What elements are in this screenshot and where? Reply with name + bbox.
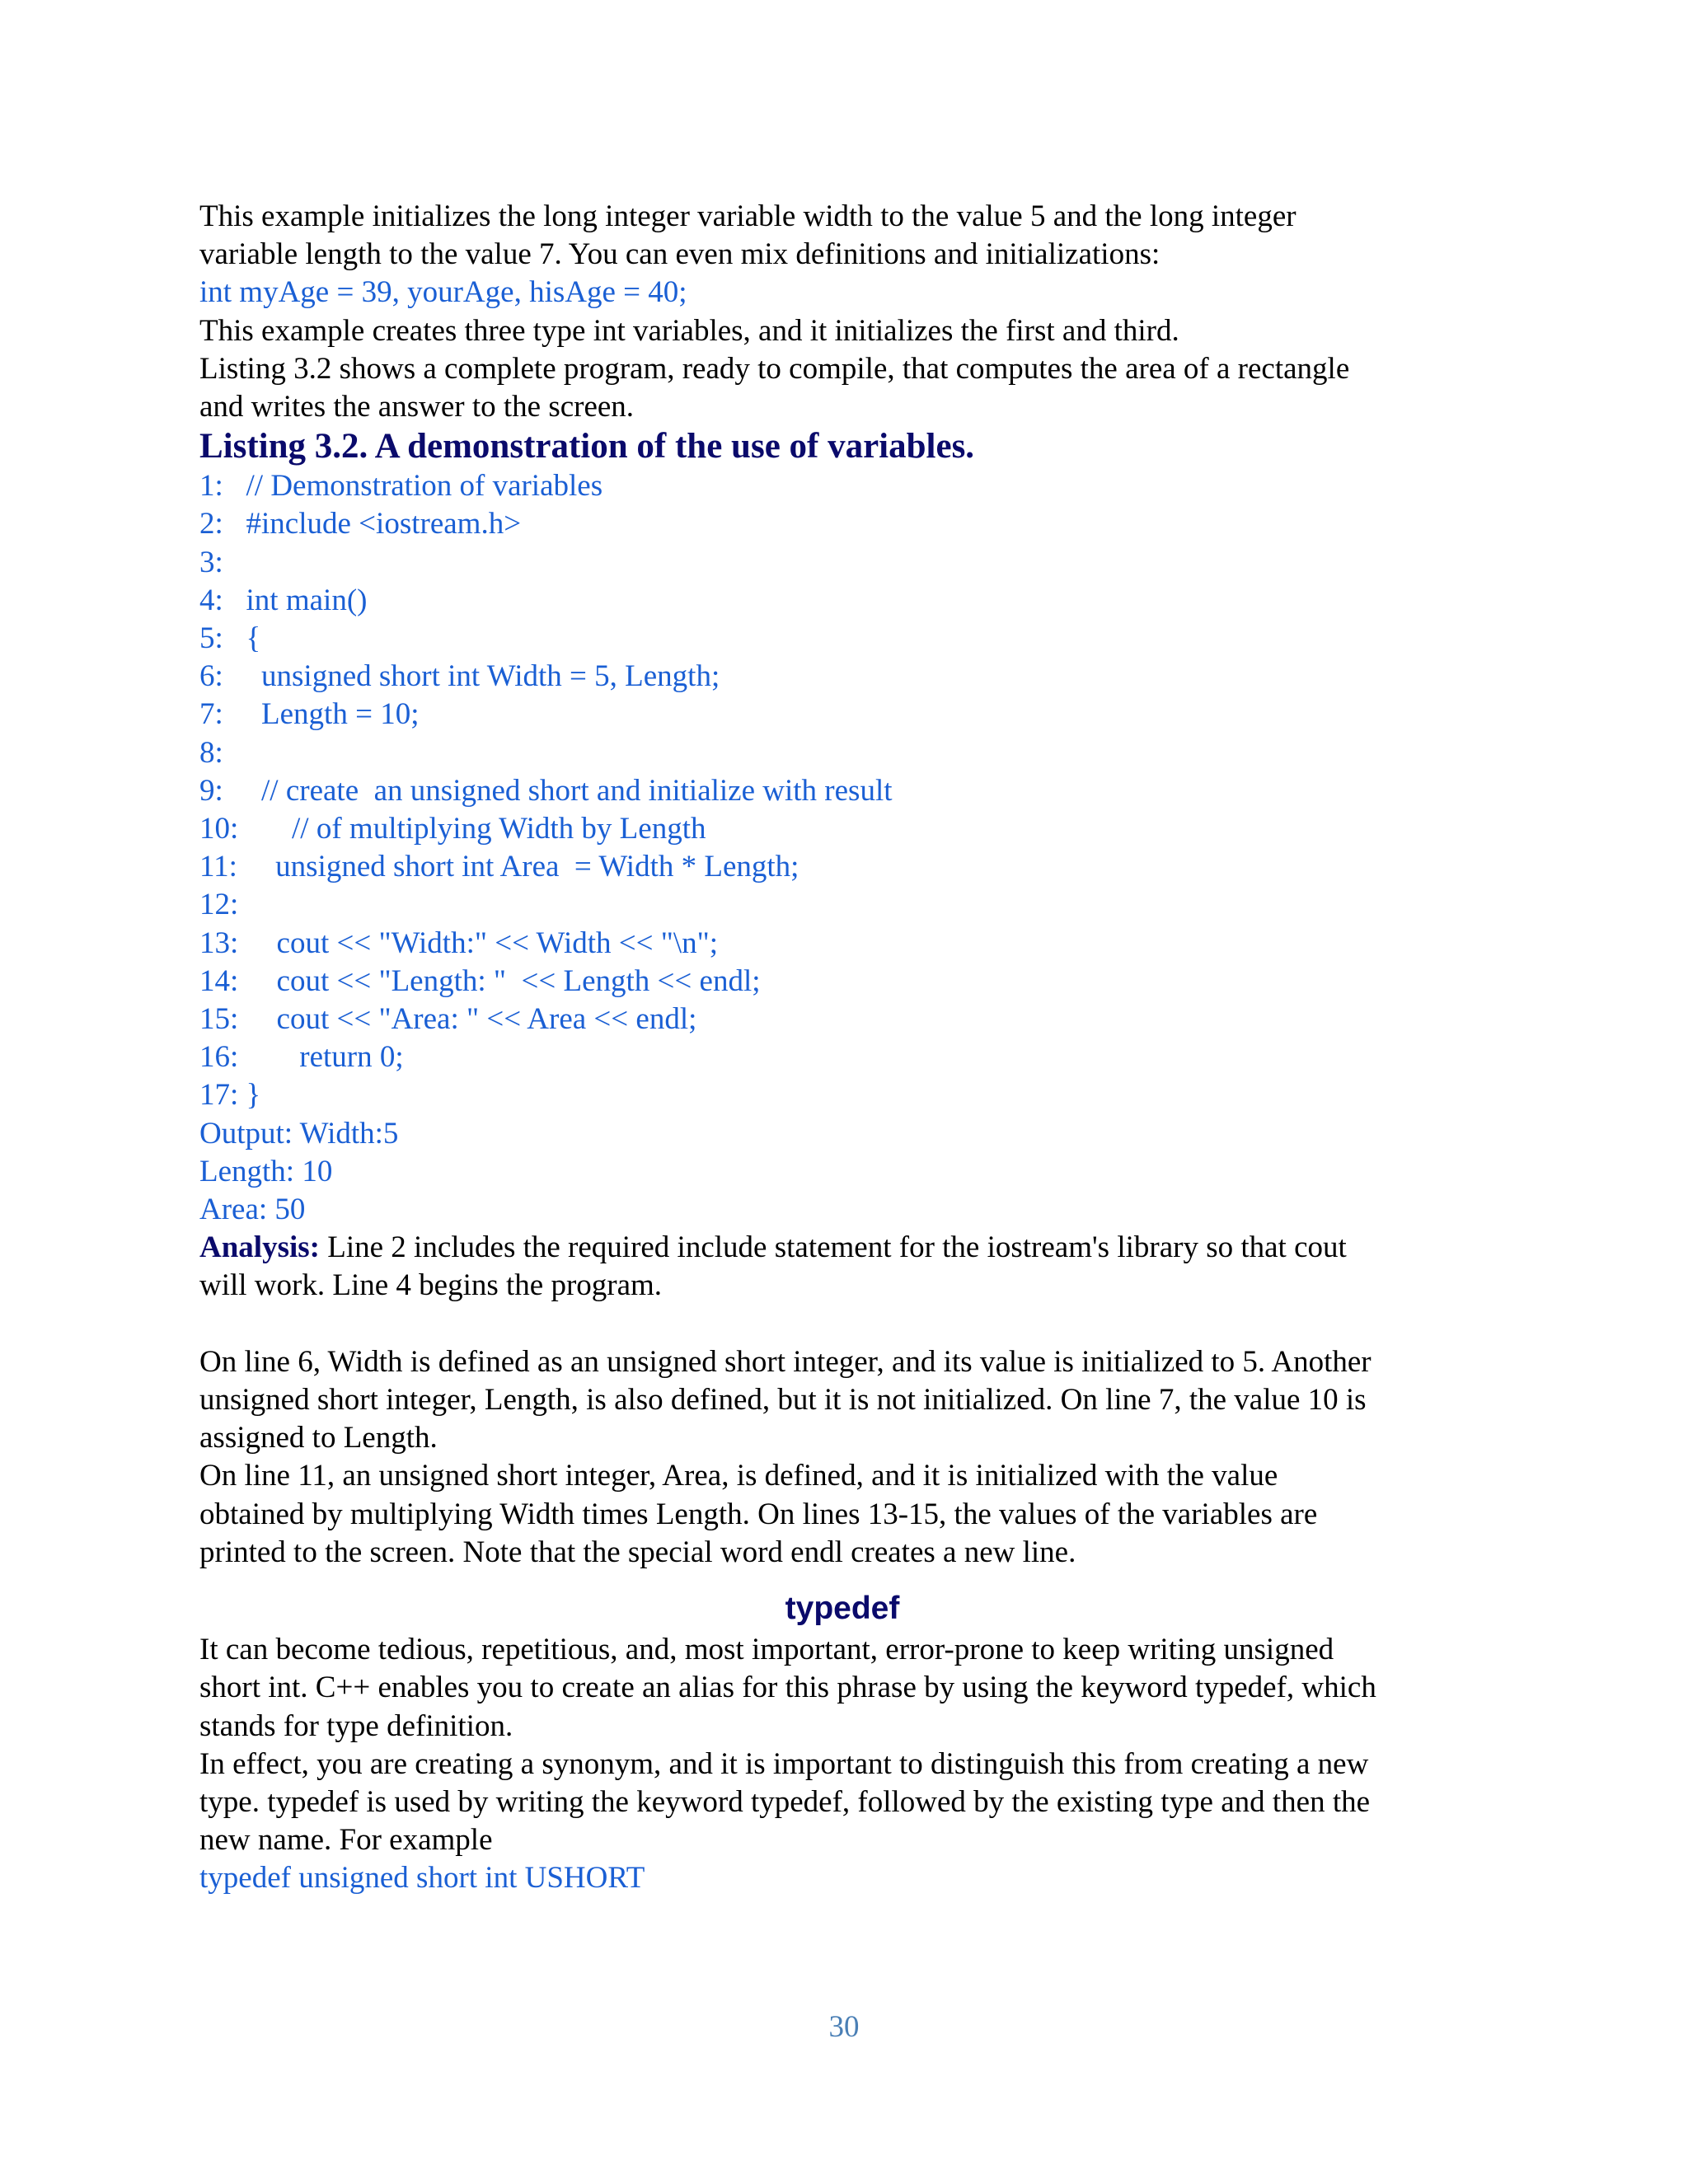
text-line: printed to the screen. Note that the special word endl creates a new line. <box>199 1535 1076 1569</box>
code-line: 2: #include <iostream.h> <box>199 507 522 541</box>
text-line <box>199 1229 1485 1267</box>
text-line: and writes the answer to the screen. <box>199 390 635 424</box>
analysis-text: Line 2 includes the required include statement for the iostream's library so that cout <box>319 1230 1347 1265</box>
output-line: Output: Width:5 <box>199 1116 399 1151</box>
text-line: new name. For example <box>199 1823 493 1858</box>
analysis-label: Analysis: <box>199 1230 320 1265</box>
code-line: 6: unsigned short int Width = 5, Length; <box>199 659 720 694</box>
code-line: 1: // Demonstration of variables <box>199 469 603 504</box>
output-line: Length: 10 <box>199 1154 333 1188</box>
analysis-paragraph-3 <box>199 1457 1485 1572</box>
document-page <box>199 198 1485 1898</box>
text-line: This example initializes the long integer variable width to the value 5 and the long integer <box>199 199 1296 233</box>
text-line: unsigned short integer, Length, is also defined, but it is not initialized. On line 7, the value 10 is <box>199 1383 1367 1418</box>
code-example-initialization: int myAge = 39, yourAge, hisAge = 40; <box>199 275 687 310</box>
code-line: 11: unsigned short int Area = Width * Length; <box>199 850 799 884</box>
text-line: stands for type definition. <box>199 1708 513 1743</box>
code-line: 3: <box>199 545 223 579</box>
typedef-paragraph-1 <box>199 1631 1485 1746</box>
code-line: 12: <box>199 888 239 922</box>
output-line: Area: 50 <box>199 1193 306 1227</box>
intro-paragraph-2: This example creates three type int variables, and it initializes the first and third. <box>199 313 1179 348</box>
text-line: will work. Line 4 begins the program. <box>199 1268 663 1303</box>
text-line: variable length to the value 7. You can even mix definitions and initializations: <box>199 237 1160 272</box>
text-line: In effect, you are creating a synonym, and it is important to distinguish this from creating a new <box>199 1746 1369 1781</box>
text-line: It can become tedious, repetitious, and, most important, error-prone to keep writing unsigned <box>199 1633 1334 1667</box>
program-output <box>199 1115 1485 1230</box>
text-line: On line 11, an unsigned short integer, Area, is defined, and it is initialized with the value <box>199 1459 1278 1493</box>
code-line: 17: } <box>199 1078 261 1113</box>
section-title-typedef: typedef <box>785 1591 900 1627</box>
code-line: 5: { <box>199 621 261 656</box>
code-line: 4: int main() <box>199 583 368 617</box>
text-line: type. typedef is used by writing the keyword typedef, followed by the existing type and then the <box>199 1784 1371 1819</box>
listing-title: Listing 3.2. A demonstration of the use of variables. <box>199 427 975 466</box>
code-line: 8: <box>199 735 223 770</box>
typedef-paragraph-2 <box>199 1746 1485 1860</box>
text-line: short int. C++ enables you to create an alias for this phrase by using the keyword typedef, which <box>199 1671 1376 1705</box>
intro-paragraph-1 <box>199 198 1485 274</box>
text-line: Listing 3.2 shows a complete program, ready to compile, that computes the area of a rectangle <box>199 351 1350 386</box>
code-line: 16: return 0; <box>199 1040 404 1075</box>
code-line: 9: // create an unsigned short and initialize with result <box>199 773 893 808</box>
code-line: 14: cout << "Length: " << Length << endl; <box>199 963 761 998</box>
analysis-paragraph-2 <box>199 1343 1485 1458</box>
code-line: 7: Length = 10; <box>199 697 420 732</box>
page-number: 30 <box>828 2010 860 2044</box>
text-line: assigned to Length. <box>199 1421 438 1455</box>
code-listing <box>199 467 1485 1114</box>
code-line: 10: // of multiplying Width by Length <box>199 812 706 846</box>
code-line: 13: cout << "Width:" << Width << "\n"; <box>199 926 719 960</box>
text-line: On line 6, Width is defined as an unsigned short integer, and its value is initialized to 5. Another <box>199 1344 1372 1379</box>
blank-line <box>199 1305 1485 1343</box>
text-line: obtained by multiplying Width times Length. On lines 13-15, the values of the variables are <box>199 1497 1318 1531</box>
intro-paragraph-3 <box>199 350 1485 426</box>
code-example-typedef: typedef unsigned short int USHORT <box>199 1861 645 1896</box>
code-line: 15: cout << "Area: " << Area << endl; <box>199 1002 697 1037</box>
analysis-paragraph-1 <box>199 1229 1485 1305</box>
